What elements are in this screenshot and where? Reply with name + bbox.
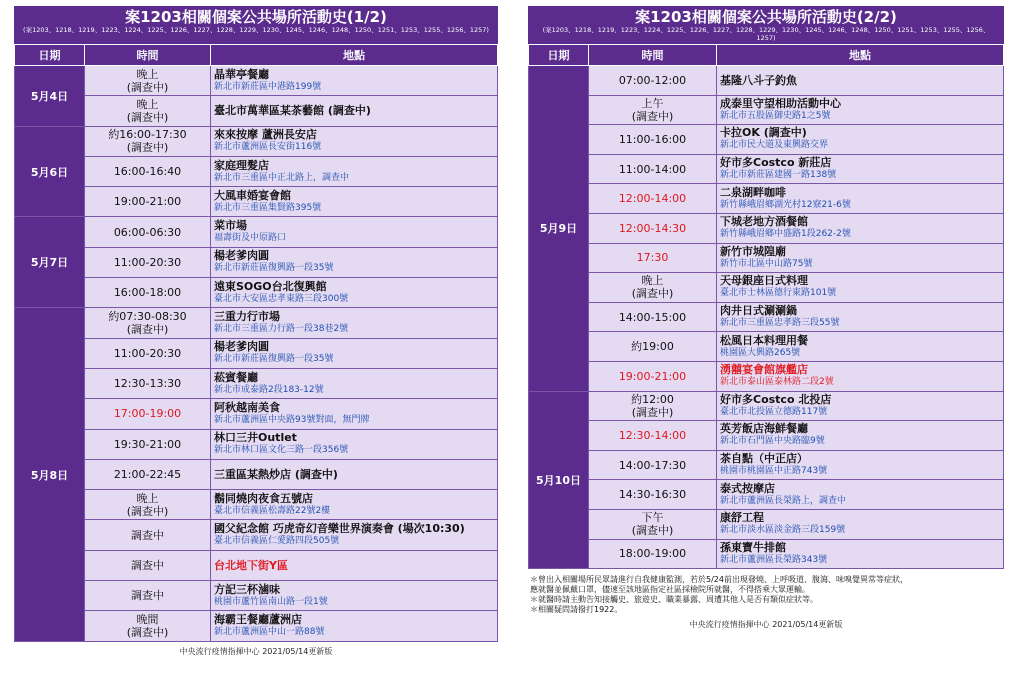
time-cell: 16:00-16:40: [85, 156, 211, 186]
place-name: 海霸王餐廳蘆洲店: [214, 612, 302, 626]
place-name: 鬍同燒肉夜食五號店: [214, 491, 313, 505]
time-cell: 11:00-16:00: [589, 125, 717, 155]
time-cell: 18:00-19:00: [589, 539, 717, 569]
place-name: 新竹市城隍廟: [720, 244, 786, 258]
place-cell: [211, 611, 498, 641]
table-row: [15, 247, 498, 277]
place-name: 阿秋越南美食: [214, 400, 280, 414]
time-cell: 14:00-15:00: [589, 302, 717, 332]
table-row: [529, 361, 1004, 391]
time-cell: 晚上 (調查中): [85, 66, 211, 96]
table-row: [529, 154, 1004, 184]
time-cell: 21:00-22:45: [85, 459, 211, 489]
place-cell: [717, 332, 1004, 362]
time-cell: 調查中: [85, 581, 211, 611]
time-cell: 12:30-13:30: [85, 368, 211, 398]
place-address: 新北市蘆洲區長安街116號: [214, 142, 322, 153]
header-date: 日期: [529, 45, 589, 66]
place-address: 新北市三重區中正北路上，調查中: [214, 172, 350, 183]
time-cell: 上午 (調查中): [589, 95, 717, 125]
place-name: 國父紀念館 巧虎奇幻音樂世界演奏會 (場次10:30): [214, 522, 465, 536]
place-cell: [717, 480, 1004, 510]
place-cell: [717, 391, 1004, 421]
table-row: [15, 96, 498, 126]
table-row: [529, 391, 1004, 421]
panel-2-footer: 中央流行疫情指揮中心 2021/05/14更新版: [689, 620, 843, 630]
time-cell: 晚上 (調查中): [589, 273, 717, 303]
panel-2-notes: [528, 575, 1004, 615]
table-row: [15, 459, 498, 489]
place-name: 菘賓餐廳: [214, 370, 258, 384]
schedule-panel-1: [14, 6, 498, 657]
table-row: [529, 332, 1004, 362]
place-address: 新北市蘆洲區長榮路343號: [720, 554, 828, 565]
place-address: 臺北市士林區德行東路101號: [720, 288, 837, 299]
place-address: 新北市民大道及東興路交界: [720, 140, 829, 151]
place-cell: [717, 243, 1004, 273]
date-cell: 5月10日: [529, 391, 589, 569]
panel-2-subtitle: (案1203、1218、1219、1223、1224、1225、1226、1227、1228、1229、1230、1245、1246、1248、1250、1251、1253、1255、1256、1257): [542, 26, 990, 42]
table-row: [529, 243, 1004, 273]
header-date: 日期: [15, 45, 85, 66]
panel-1-header: [14, 6, 498, 44]
time-cell: 約16:00-17:30 (調查中): [85, 126, 211, 156]
table-row: [529, 213, 1004, 243]
time-cell: 11:00-14:00: [589, 154, 717, 184]
place-cell: [211, 126, 498, 156]
place-address: 臺北市信義區仁愛路四段505號: [214, 536, 340, 547]
place-address: 新北市三重區力行路一段38巷2號: [214, 324, 349, 335]
panel-1-footer: 中央流行疫情指揮中心 2021/05/14更新版: [179, 646, 333, 656]
table-row: [15, 611, 498, 641]
time-cell: 12:00-14:00: [589, 184, 717, 214]
panel-2-title: 案1203相關個案公共場所活動史(2/2): [635, 8, 897, 26]
table-row: [15, 581, 498, 611]
place-cell: [211, 217, 498, 247]
time-cell: 11:00-20:30: [85, 247, 211, 277]
place-cell: [717, 302, 1004, 332]
time-cell: 約12:00 (調查中): [589, 391, 717, 421]
place-name: 好市多Costco 新莊店: [720, 156, 832, 170]
time-cell: 17:30: [589, 243, 717, 273]
table-row: [529, 125, 1004, 155]
place-address: 桃園區大興路265號: [720, 347, 801, 358]
place-name: 成泰里守望相助活動中心: [720, 96, 841, 110]
table-row: [15, 308, 498, 338]
place-cell: [211, 429, 498, 459]
place-cell: [211, 96, 498, 126]
table-header-row: [529, 45, 1004, 66]
time-cell: 19:00-21:00: [589, 361, 717, 391]
time-cell: 06:00-06:30: [85, 217, 211, 247]
note-line: ＊曾出入相關場所民眾請進行自我健康監測，若於5/24前出現發燒、上呼吸道、腹瀉、味嗅覺異常等症狀，: [530, 575, 908, 585]
table-row: [529, 450, 1004, 480]
table-row: [529, 66, 1004, 96]
date-cell: 5月8日: [15, 308, 85, 641]
place-cell: [717, 450, 1004, 480]
place-cell: [717, 539, 1004, 569]
place-cell: [717, 66, 1004, 96]
panel-1-table: [14, 44, 498, 642]
place-name: 下城老地方酒餐館: [720, 215, 808, 229]
place-name: 康舒工程: [720, 511, 764, 525]
place-address: 新北市新莊區復興路一段35號: [214, 354, 334, 365]
panel-1-body: [15, 66, 498, 642]
place-address: 新北市蘆洲區中央路93號對面，無門牌: [214, 414, 370, 425]
table-row: [15, 187, 498, 217]
place-address: 臺北市北投區立德路117號: [720, 406, 828, 417]
place-name: 臺北市萬華區某茶藝館 (調查中): [214, 104, 371, 118]
place-cell: [717, 273, 1004, 303]
time-cell: 12:30-14:00: [589, 421, 717, 451]
table-row: [15, 338, 498, 368]
place-cell: [717, 154, 1004, 184]
table-row: [15, 520, 498, 550]
panel-2-body: [529, 66, 1004, 569]
note-line: ＊就醫時請主動告知接觸史、旅遊史、職業暴露、周遭其他人是否有類似症狀等。: [530, 595, 818, 605]
place-name: 林口三井Outlet: [214, 431, 297, 445]
place-name: 松風日本料理用餐: [720, 333, 808, 347]
time-cell: 晚間 (調查中): [85, 611, 211, 641]
place-name: 方記三杯滷味: [214, 582, 280, 596]
time-cell: 16:00-18:00: [85, 278, 211, 308]
place-address: 新北市五股區御史路1之5號: [720, 110, 831, 121]
place-address: 新北市石門區中央路臨9號: [720, 436, 825, 447]
header-time: 時間: [589, 45, 717, 66]
place-address: 新竹市北區中山路75號: [720, 258, 813, 269]
place-name: 肉井日式涮涮鍋: [720, 304, 797, 318]
place-cell: [211, 581, 498, 611]
time-cell: 19:00-21:00: [85, 187, 211, 217]
time-cell: 14:30-16:30: [589, 480, 717, 510]
place-name: 茶自點（中正店）: [720, 452, 808, 466]
header-time: 時間: [85, 45, 211, 66]
place-cell: [211, 247, 498, 277]
place-address: 新北市新莊區復興路一段35號: [214, 263, 334, 274]
place-address: 臺北市大安區忠孝東路三段300號: [214, 293, 349, 304]
place-address: 新北市蘆洲區中山一路88號: [214, 626, 325, 637]
table-row: [15, 126, 498, 156]
place-cell: [717, 213, 1004, 243]
place-address: 新北市三重區集賢路395號: [214, 202, 322, 213]
place-cell: [211, 490, 498, 520]
place-cell: [717, 509, 1004, 539]
table-row: [529, 509, 1004, 539]
table-row: [15, 368, 498, 398]
place-cell: [717, 95, 1004, 125]
note-line: ＊相關疑問請撥打1922。: [530, 605, 623, 615]
note-line: 應就醫並佩戴口罩，儘速至該地區指定社區採檢院所就醫，不得搭乘大眾運輸。: [530, 585, 810, 595]
place-cell: [211, 459, 498, 489]
time-cell: 17:00-19:00: [85, 399, 211, 429]
time-cell: 12:00-14:30: [589, 213, 717, 243]
table-row: [15, 399, 498, 429]
place-cell: [211, 278, 498, 308]
place-name: 湧囍宴會館旗艦店: [720, 363, 808, 377]
place-cell: [211, 338, 498, 368]
time-cell: 調查中: [85, 550, 211, 580]
place-address: 新北市三重區忠孝路三段55號: [720, 318, 840, 329]
place-name: 台北地下街Y區: [214, 558, 288, 572]
place-name: 菜市場: [214, 219, 247, 233]
header-place: 地點: [211, 45, 498, 66]
schedule-panel-2: [528, 6, 1004, 630]
time-cell: 07:00-12:00: [589, 66, 717, 96]
place-name: 遠東SOGO台北復興館: [214, 279, 327, 293]
place-address: 新北市成泰路2段183-12號: [214, 384, 324, 395]
time-cell: 11:00-20:30: [85, 338, 211, 368]
panel-1-subtitle: (案1203、1218、1219、1223、1224、1225、1226、1227、1228、1229、1230、1245、1246、1248、1250、1251、1253、1255、1256、1257): [23, 26, 489, 34]
place-address: 新北市泰山區泰林路二段2號: [720, 377, 834, 388]
table-row: [529, 273, 1004, 303]
table-row: [529, 95, 1004, 125]
place-address: 桃園市桃園區中正路743號: [720, 466, 828, 477]
place-cell: [717, 421, 1004, 451]
date-cell: 5月4日: [15, 66, 85, 127]
table-row: [15, 217, 498, 247]
place-name: 卡拉OK (調查中): [720, 126, 807, 140]
place-cell: [211, 368, 498, 398]
time-cell: 晚上 (調查中): [85, 96, 211, 126]
header-place: 地點: [717, 45, 1004, 66]
place-cell: [717, 184, 1004, 214]
place-address: 臺北市信義區松壽路22號2樓: [214, 505, 331, 516]
place-name: 三重區某熱炒店 (調查中): [214, 468, 338, 481]
place-cell: [211, 187, 498, 217]
place-address: 新竹縣峨眉鄉湖光村12寮21-6號: [720, 199, 851, 210]
table-row: [529, 539, 1004, 569]
table-row: [529, 302, 1004, 332]
place-name: 基隆八斗子釣魚: [720, 73, 797, 87]
table-row: [15, 278, 498, 308]
place-name: 大風車婚宴會館: [214, 188, 291, 202]
place-cell: [211, 308, 498, 338]
time-cell: 晚上 (調查中): [85, 490, 211, 520]
place-name: 三重力行市場: [214, 310, 280, 324]
place-cell: [211, 520, 498, 550]
table-row: [15, 429, 498, 459]
table-row: [529, 184, 1004, 214]
place-name: 晶華亭餐廳: [214, 67, 269, 81]
place-name: 楊老爹肉圓: [214, 340, 269, 354]
place-address: 新竹縣峨眉鄉中盛路1段262-2號: [720, 229, 851, 240]
place-address: 新北市淡水區淡金路三段159號: [720, 525, 846, 536]
date-cell: 5月9日: [529, 66, 589, 392]
place-address: 桃園市蘆竹區南山路一段1號: [214, 596, 328, 607]
place-cell: [211, 399, 498, 429]
time-cell: 約07:30-08:30 (調查中): [85, 308, 211, 338]
place-name: 楊老爹肉圓: [214, 249, 269, 263]
place-name: 泰式按摩店: [720, 481, 775, 495]
table-row: [15, 550, 498, 580]
time-cell: 調查中: [85, 520, 211, 550]
place-address: 新北市新莊區建國一路138號: [720, 170, 837, 181]
place-name: 家庭理髮店: [214, 158, 269, 172]
place-name: 天母銀座日式料理: [720, 274, 808, 288]
table-row: [15, 66, 498, 96]
panel-1-title: 案1203相關個案公共場所活動史(1/2): [125, 8, 387, 26]
place-cell: [211, 156, 498, 186]
place-cell: [717, 361, 1004, 391]
table-row: [529, 421, 1004, 451]
time-cell: 約19:00: [589, 332, 717, 362]
place-cell: [717, 125, 1004, 155]
table-row: [15, 156, 498, 186]
place-name: 英芳飯店海鮮餐廳: [720, 422, 808, 436]
table-row: [15, 490, 498, 520]
time-cell: 19:30-21:00: [85, 429, 211, 459]
table-header-row: [15, 45, 498, 66]
place-address: 新北市新莊區中港路199號: [214, 81, 322, 92]
table-row: [529, 480, 1004, 510]
time-cell: 下午 (調查中): [589, 509, 717, 539]
place-address: 新北市蘆洲區長榮路上，調查中: [720, 495, 847, 506]
place-name: 來來按摩 蘆洲長安店: [214, 128, 317, 142]
place-cell: [211, 550, 498, 580]
panel-2-header: [528, 6, 1004, 44]
place-address: 新北市林口區文化三路一段356號: [214, 445, 349, 456]
place-name: 好市多Costco 北投店: [720, 392, 832, 406]
date-cell: 5月7日: [15, 217, 85, 308]
place-name: 二泉湖畔咖啡: [720, 185, 786, 199]
time-cell: 14:00-17:30: [589, 450, 717, 480]
place-cell: [211, 66, 498, 96]
panel-2-table: [528, 44, 1004, 569]
place-address: 福壽街及中原路口: [214, 233, 287, 244]
place-name: 孫東寶牛排館: [720, 540, 786, 554]
date-cell: 5月6日: [15, 126, 85, 217]
